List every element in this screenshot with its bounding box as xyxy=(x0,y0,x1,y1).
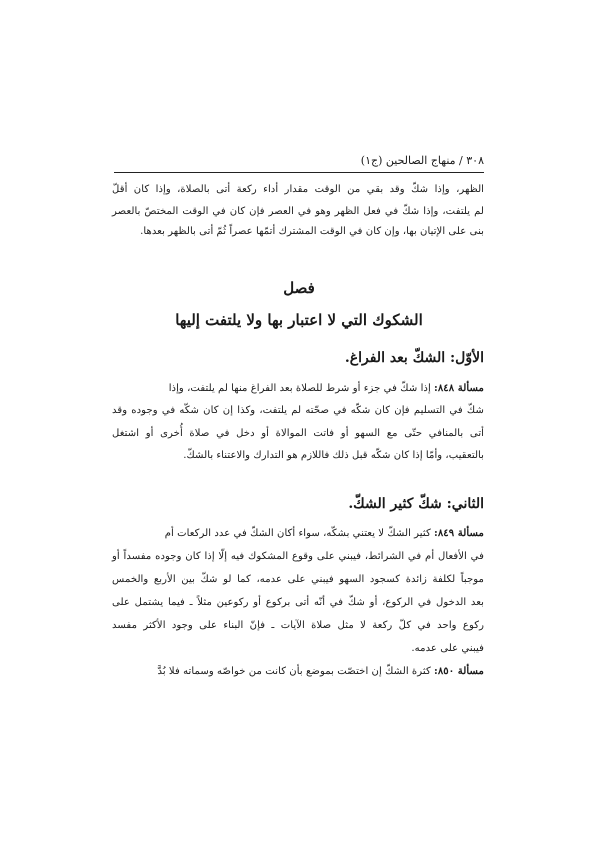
first-line-2: شكّ في التسليم فإن كان شكّه في صحّته لم يلتفت، وكذا إن كان شكّه في وجوده وقد xyxy=(112,405,484,416)
running-title: ٣٠٨ / منهاج الصالحين (ج١) xyxy=(360,154,484,167)
second-line-3: موجباً لكلفة زائدة كسجود السهو فيبني على عدمه، كما لو شكّ بين الأربع والخمس xyxy=(112,574,484,585)
first-line-1-text: إذا شكّ في جزء أو شرط للصلاة بعد الفراغ منها لم يلتفت، وإذا xyxy=(168,383,435,394)
third-line-1 xyxy=(157,664,484,679)
intro-line-3: بنى على الإتيان بها، وإن كان في الوقت المشترك أتمّها عصراً ثُمّ أتى بالظهر بعدها. xyxy=(140,226,484,237)
second-line-6: فيبني على عدمه. xyxy=(411,643,484,654)
first-question-label: مسألة ٨٤٨: xyxy=(434,382,484,394)
second-line-4: بعد الدخول في الركوع، أو شكّ في أنّه أتى بركوع أو ركوعين مثلاً ـ فيما يشتمل على xyxy=(112,597,484,608)
first-line-4: بالتعقيب، وأمّا إذا كان شكّه قبل ذلك فاللازم هو التدارك والاعتناء بالشكّ. xyxy=(183,450,484,461)
second-title: الثاني: شكّ كثير الشكّ. xyxy=(348,496,484,512)
first-line-3: أتى بالمنافي حتّى مع السهو أو فاتت الموالاة أو دخل في صلاة أُخرى أو اشتغل xyxy=(112,428,484,439)
first-line-1 xyxy=(169,381,484,396)
second-line-1 xyxy=(165,526,484,541)
intro-line-2: لم يلتفت، وإذا شكّ في فعل الظهر وهو في العصر فإن كان في الوقت المختصّ بالعصر xyxy=(112,206,484,217)
section-subheading: الشكوك التي لا اعتبار بها ولا يلتفت إليها xyxy=(175,311,423,329)
third-line-1-text: كثرة الشكّ إن اختصّت بموضع بأن كانت من خواصّه وسماته فلا بُدَّ xyxy=(157,666,435,677)
running-header xyxy=(114,154,484,173)
second-line-5: ركوع واحد في كلّ ركعة لا مثل صلاة الآيات ـ فإنّ البناء على وجود الأكثر مفسد xyxy=(112,620,484,631)
second-question-label: مسألة ٨٤٩: xyxy=(434,527,484,539)
second-line-1-text: كثير الشكّ لا يعتني بشكّه، سواء أكان الشكّ في عدد الركعات أم xyxy=(164,528,435,539)
third-question-label: مسألة ٨٥٠: xyxy=(434,665,484,677)
second-line-2: في الأفعال أم في الشرائط، فيبني على وقوع المشكوك فيه إلّا إذا كان وجوده مفسداً أو xyxy=(112,551,484,562)
intro-line-1: الظهر، وإذا شكّ وقد بقي من الوقت مقدار أداء ركعة أتى بالصلاة، وإذا كان أقلّ xyxy=(112,184,484,195)
section-heading: فصل xyxy=(283,279,315,297)
first-title: الأوّل: الشكّ بعد الفراغ. xyxy=(344,350,484,366)
